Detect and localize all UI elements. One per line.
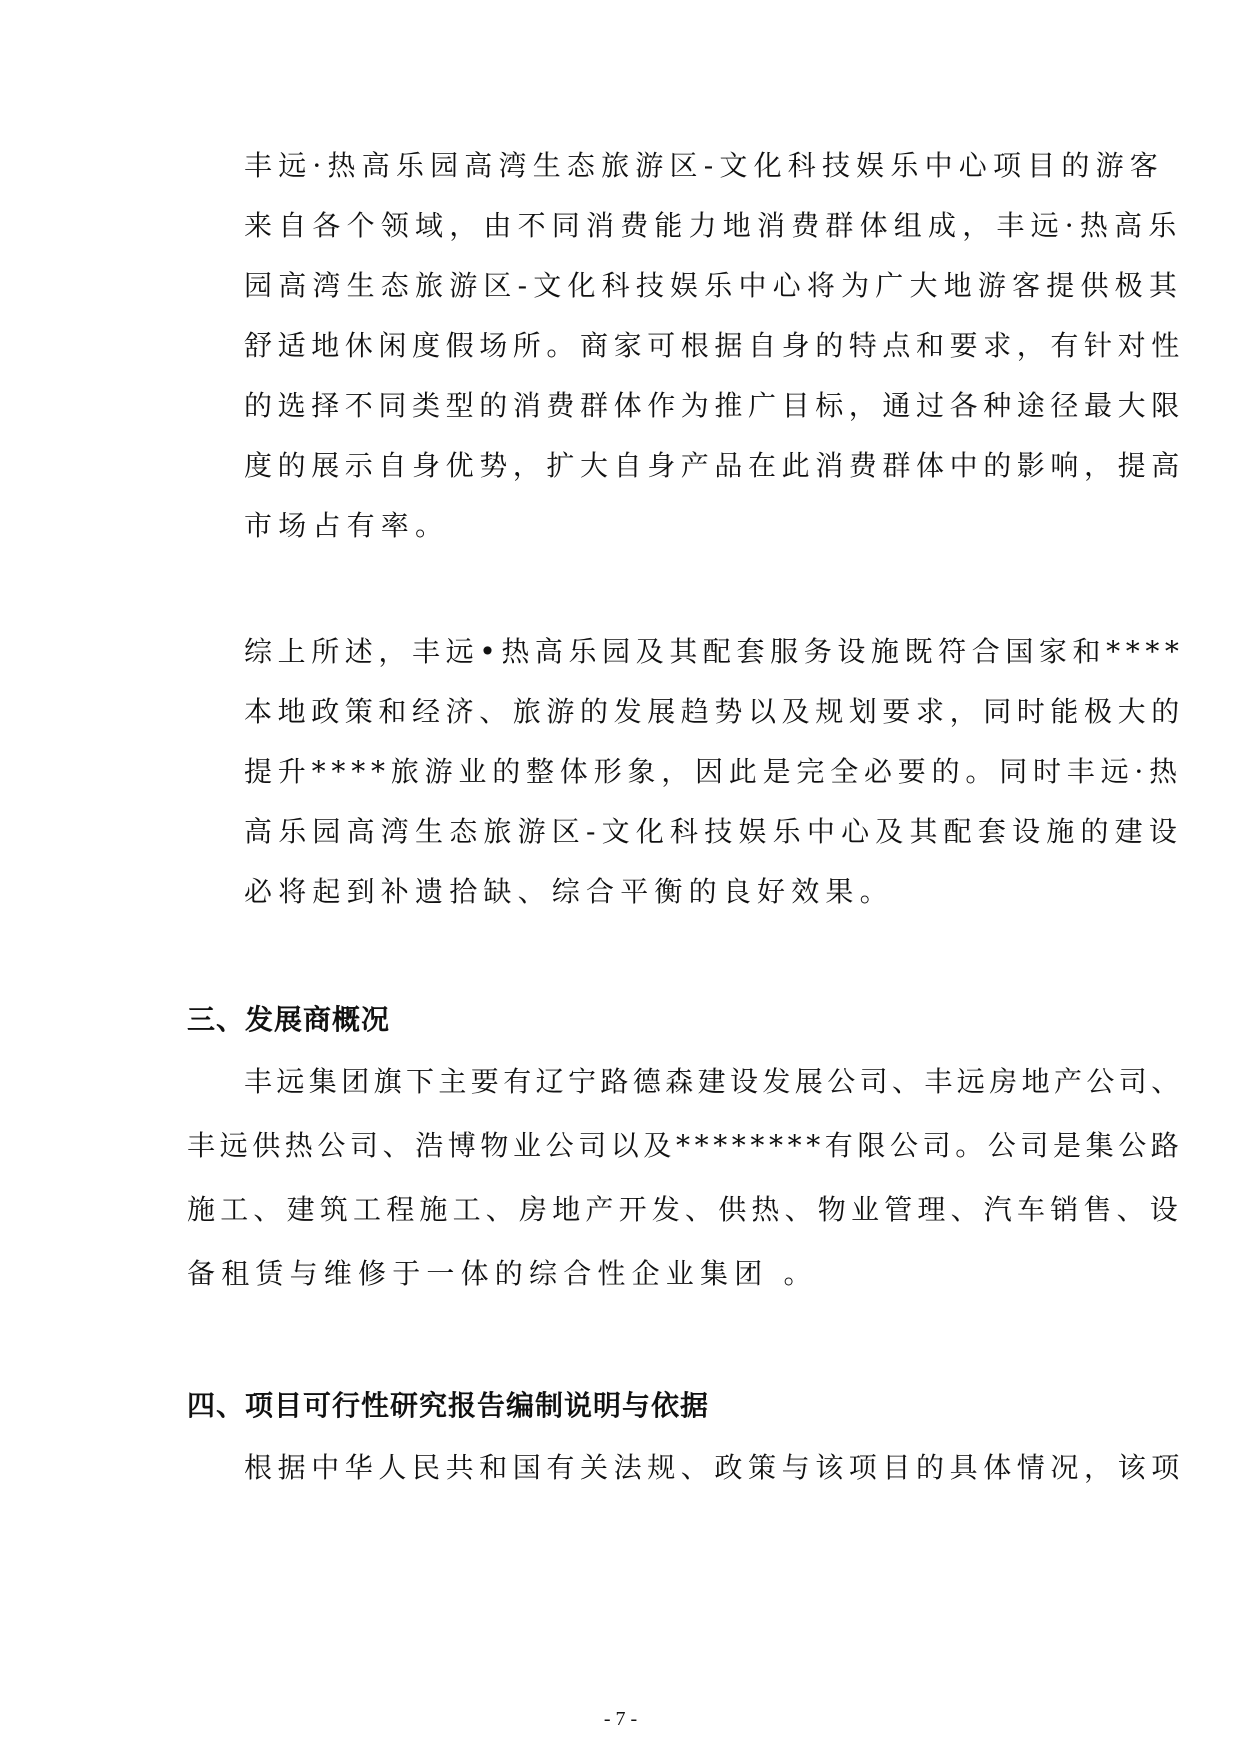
paragraph1-line-1: 丰远·热高乐园高湾生态旅游区-文化科技娱乐中心项目的游客 [244,149,1164,182]
paragraph2-line-2: 本地政策和经济、旅游的发展趋势以及规划要求，同时能极大的 [244,695,1185,728]
paragraph1-line-7: 市场占有率。 [244,509,450,542]
paragraph2-line-1: 综上所述，丰远•热高乐园及其配套服务设施既符合国家和**** [244,635,1185,668]
section3-line-2: 丰远供热公司、浩博物业公司以及********有限公司。公司是集公路 [187,1129,1184,1162]
section-heading-3: 三、发展商概况 [187,1003,391,1036]
paragraph1-line-4: 舒适地休闲度假场所。商家可根据自身的特点和要求，有针对性 [244,329,1185,362]
section-heading-4: 四、项目可行性研究报告编制说明与依据 [187,1389,710,1422]
section4-line-1: 根据中华人民共和国有关法规、政策与该项目的具体情况，该项 [244,1451,1185,1484]
paragraph2-line-4: 高乐园高湾生态旅游区-文化科技娱乐中心及其配套设施的建设 [244,815,1184,848]
paragraph1-line-6: 度的展示自身优势，扩大自身产品在此消费群体中的影响，提高 [244,449,1185,482]
section3-line-4: 备租赁与维修于一体的综合性企业集团 。 [187,1257,818,1290]
paragraph1-line-2: 来自各个领域，由不同消费能力地消费群体组成，丰远·热高乐 [244,209,1183,242]
page-number: - 7 - [603,1708,638,1730]
paragraph1-line-3: 园高湾生态旅游区-文化科技娱乐中心将为广大地游客提供极其 [244,269,1184,302]
paragraph2-line-5: 必将起到补遗拾缺、综合平衡的良好效果。 [244,875,894,908]
paragraph2-line-3: 提升****旅游业的整体形象，因此是完全必要的。同时丰远·热 [244,755,1183,788]
paragraph1-line-5: 的选择不同类型的消费群体作为推广目标，通过各种途径最大限 [244,389,1185,422]
section3-line-1: 丰远集团旗下主要有辽宁路德森建设发展公司、丰远房地产公司、 [244,1065,1184,1098]
section3-line-3: 施工、建筑工程施工、房地产开发、供热、物业管理、汽车销售、设 [187,1193,1184,1226]
